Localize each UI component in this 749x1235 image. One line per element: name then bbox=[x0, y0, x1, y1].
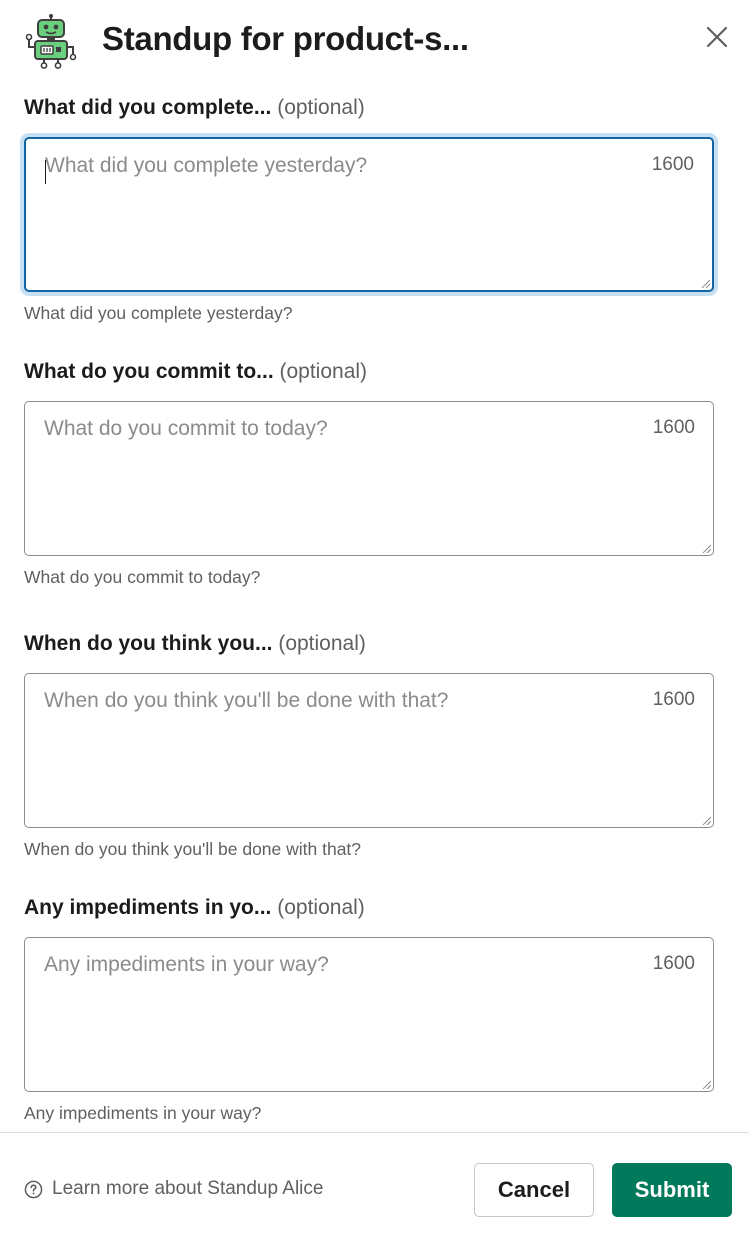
field-label-text: Any impediments in yo... bbox=[24, 896, 272, 919]
done-when-input[interactable] bbox=[25, 674, 713, 827]
completed-input[interactable] bbox=[26, 139, 712, 290]
optional-tag: (optional) bbox=[279, 360, 368, 383]
char-counter: 1600 bbox=[652, 689, 695, 710]
commit-textbox[interactable] bbox=[24, 401, 714, 556]
optional-tag: (optional) bbox=[277, 96, 365, 119]
learn-more-text[interactable]: Learn more about Standup Alice bbox=[52, 1178, 324, 1199]
field-label-text: What did you complete... bbox=[24, 96, 272, 119]
done-when-textbox[interactable] bbox=[24, 673, 714, 828]
robot-icon bbox=[23, 13, 79, 69]
optional-tag: (optional) bbox=[277, 896, 365, 919]
resize-handle-icon[interactable] bbox=[701, 1079, 711, 1089]
field-label-impediments bbox=[24, 896, 365, 920]
char-counter: 1600 bbox=[652, 953, 695, 974]
modal-title: Standup for product-s... bbox=[102, 20, 469, 57]
resize-handle-icon[interactable] bbox=[700, 278, 710, 288]
completed-textbox[interactable] bbox=[24, 137, 714, 292]
impediments-textbox[interactable] bbox=[24, 937, 714, 1092]
submit-button[interactable]: Submit bbox=[612, 1163, 732, 1217]
learn-more-link[interactable] bbox=[24, 1178, 323, 1200]
impediments-input[interactable] bbox=[25, 938, 713, 1091]
field-hint: What did you complete yesterday? bbox=[24, 303, 293, 323]
help-circle-icon bbox=[24, 1180, 43, 1199]
close-icon[interactable] bbox=[700, 20, 734, 54]
resize-handle-icon[interactable] bbox=[701, 543, 711, 553]
field-hint: What do you commit to today? bbox=[24, 567, 261, 587]
field-hint: Any impediments in your way? bbox=[24, 1103, 262, 1123]
field-hint: When do you think you'll be done with that? bbox=[24, 839, 362, 859]
modal-header bbox=[0, 0, 749, 84]
footer-divider bbox=[0, 1132, 749, 1133]
optional-tag: (optional) bbox=[278, 632, 366, 655]
cancel-button[interactable]: Cancel bbox=[474, 1163, 594, 1217]
field-label-commit bbox=[24, 360, 367, 384]
resize-handle-icon[interactable] bbox=[701, 815, 711, 825]
commit-input[interactable] bbox=[25, 402, 713, 555]
text-cursor bbox=[45, 160, 46, 184]
field-label-done-when bbox=[24, 632, 366, 656]
char-counter: 1600 bbox=[651, 154, 694, 175]
field-label-completed bbox=[24, 96, 365, 120]
field-label-text: When do you think you... bbox=[24, 632, 273, 655]
char-counter: 1600 bbox=[652, 417, 695, 438]
field-label-text: What do you commit to... bbox=[24, 360, 274, 383]
